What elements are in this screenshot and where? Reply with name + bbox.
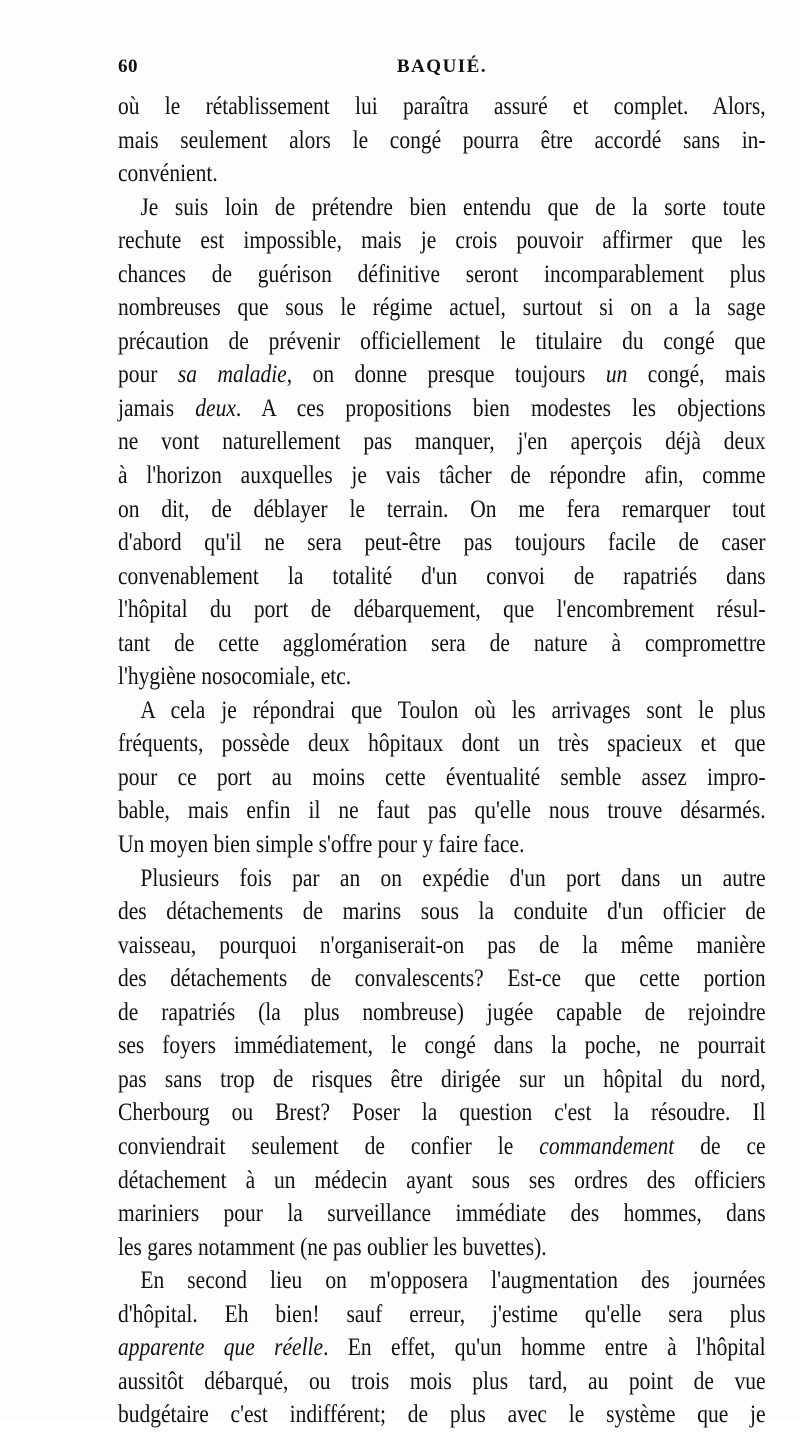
- page-header: [118, 56, 766, 86]
- text-segment: ses foyers immédiatement, le congé dans la poche, ne pourrait: [118, 1032, 766, 1060]
- text-segment: mais seulement alors le congé pourra être accordé sans in-: [118, 126, 766, 154]
- text-segment: . En effet, qu'un homme entre à l'hôpital: [323, 1334, 766, 1362]
- text-segment: des détachements de convalescents? Est-ce que cette portion: [118, 965, 766, 993]
- text-line: [118, 258, 766, 292]
- text-segment: congé, mais: [627, 361, 766, 389]
- text-segment: mariniers pour la surveillance immédiate des hommes, dans: [118, 1200, 766, 1228]
- text-segment: conviendrait seulement de confier le: [118, 1132, 540, 1160]
- text-line: [118, 1096, 766, 1130]
- text-line: [118, 627, 766, 661]
- text-segment: d'abord qu'il ne sera peut-être pas toujours facile de caser: [118, 529, 766, 557]
- text-segment: tant de cette agglomération sera de nature à compromettre: [118, 629, 766, 657]
- text-line: [118, 929, 766, 963]
- text-line: [118, 1197, 766, 1231]
- text-line: [118, 660, 766, 694]
- text-line: [118, 325, 766, 359]
- text-segment: pas sans trop de risques être dirigée sur un hôpital du nord,: [118, 1065, 766, 1093]
- italic-text: un: [605, 361, 628, 389]
- page-number: 60: [118, 56, 138, 77]
- text-segment: ne vont naturellement pas manquer, j'en aperçois déjà deux: [118, 428, 766, 456]
- text-segment: à l'horizon auxquelles je vais tâcher de répondre afin, comme: [118, 462, 766, 490]
- text-segment: de rapatriés (la plus nombreuse) jugée capable de rejoindre: [118, 998, 766, 1026]
- text-line: [118, 90, 766, 124]
- text-line: [118, 761, 766, 795]
- italic-text: deux: [195, 394, 236, 422]
- text-line: [118, 493, 766, 527]
- text-line: [118, 996, 766, 1030]
- text-line: [118, 157, 766, 191]
- text-segment: jamais: [118, 394, 196, 422]
- text-segment: détachement à un médecin ayant sous ses ordres des officiers: [118, 1166, 766, 1194]
- text-line: [118, 1063, 766, 1097]
- text-line: [118, 1164, 766, 1198]
- text-line: [118, 962, 766, 996]
- text-segment: bable, mais enfin il ne faut pas qu'elle nous trouve désarmés.: [118, 797, 766, 825]
- text-segment: précaution de prévenir officiellement le titulaire du congé que: [118, 327, 766, 355]
- text-segment: nombreuses que sous le régime actuel, surtout si on a la sage: [118, 294, 766, 322]
- text-line: [118, 1365, 766, 1399]
- text-segment: Je suis loin de prétendre bien entendu que de la sorte toute: [140, 193, 766, 221]
- text-segment: . A ces propositions bien modestes les objections: [235, 394, 766, 422]
- text-segment: où le rétablissement lui paraîtra assuré et complet. Alors,: [118, 93, 766, 120]
- text-line: [118, 862, 766, 896]
- text-segment: chances de guérison définitive seront incomparablement plus: [118, 260, 766, 288]
- running-head: BAQUIÉ.: [396, 56, 488, 77]
- text-line: [118, 392, 766, 426]
- italic-text: commandement: [539, 1132, 675, 1160]
- text-segment: aussitôt débarqué, ou trois mois plus tard, au point de vue: [118, 1367, 766, 1395]
- text-line: [118, 191, 766, 225]
- text-segment: convenablement la totalité d'un convoi de rapatriés dans: [118, 562, 766, 590]
- text-line: [118, 794, 766, 828]
- text-line: [118, 560, 766, 594]
- text-segment: A cela je répondrai que Toulon où les arrivages sont le plus: [140, 696, 766, 724]
- text-line: [118, 694, 766, 728]
- text-segment: de ce: [674, 1132, 766, 1160]
- text-segment: fréquents, possède deux hôpitaux dont un très spacieux et que: [118, 730, 766, 758]
- text-segment: d'hôpital. Eh bien! sauf erreur, j'estime qu'elle sera plus: [118, 1300, 766, 1328]
- text-line: [118, 526, 766, 560]
- text-line: [118, 1130, 766, 1164]
- text-segment: rechute est impossible, mais je crois pouvoir affirmer que les: [118, 227, 766, 255]
- text-segment: on dit, de déblayer le terrain. On me fera remarquer tout: [118, 495, 766, 523]
- text-line: [118, 895, 766, 929]
- text-line: [118, 224, 766, 258]
- text-segment: pour: [118, 361, 178, 389]
- text-line: [118, 828, 766, 862]
- text-segment: des détachements de marins sous la conduite d'un officier de: [118, 898, 766, 926]
- text-segment: l'hygiène nosocomiale, etc.: [118, 663, 352, 691]
- text-line: [118, 459, 766, 493]
- text-line: [118, 1298, 766, 1332]
- text-segment: Un moyen bien simple s'offre pour y faire face.: [118, 831, 525, 859]
- text-segment: convénient.: [118, 160, 218, 188]
- italic-text: apparente que réelle: [118, 1334, 324, 1362]
- text-segment: , on donne presque toujours: [286, 361, 606, 389]
- text-segment: l'hôpital du port de débarquement, que l'encombrement résul-: [118, 596, 766, 624]
- text-line: [118, 124, 766, 158]
- text-line: [118, 1029, 766, 1063]
- text-segment: Cherbourg ou Brest? Poser la question c'est la résoudre. Il: [118, 1099, 766, 1127]
- text-segment: Plusieurs fois par an on expédie d'un port dans un autre: [140, 864, 766, 892]
- text-segment: En second lieu on m'opposera l'augmentation des journées: [140, 1267, 766, 1295]
- text-line: [118, 727, 766, 761]
- text-line: [118, 593, 766, 627]
- body-text: [118, 90, 766, 1432]
- italic-text: sa maladie: [177, 361, 287, 389]
- text-line: [118, 1231, 766, 1265]
- text-line: [118, 1264, 766, 1298]
- text-line: [118, 291, 766, 325]
- text-line: [118, 1398, 766, 1432]
- text-segment: budgétaire c'est indifférent; de plus avec le système que je: [118, 1401, 766, 1429]
- text-line: [118, 425, 766, 459]
- text-line: [118, 358, 766, 392]
- text-line: [118, 1331, 766, 1365]
- text-segment: pour ce port au moins cette éventualité semble assez impro-: [118, 763, 766, 791]
- text-segment: vaisseau, pourquoi n'organiserait-on pas de la même manière: [118, 931, 766, 959]
- text-segment: les gares notamment (ne pas oublier les buvettes).: [118, 1233, 547, 1261]
